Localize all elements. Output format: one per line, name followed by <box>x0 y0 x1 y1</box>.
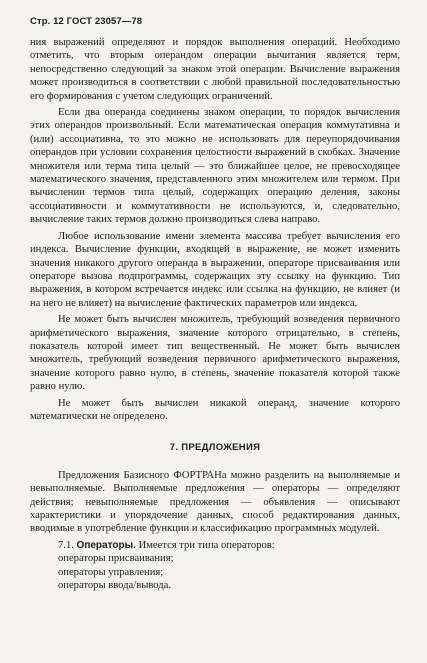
paragraph-undefined-operand: Не может быть вычислен никакой операнд, значение которого математически не определено. <box>30 397 400 422</box>
subsection-title: Операторы. <box>76 539 136 551</box>
section-title: 7. ПРЕДЛОЖЕНИЯ <box>169 442 261 454</box>
paragraph-continued: ния выражений определяют и порядок выполнения операций. Необходимо отметить, что вторым операндом операции вычитания является терм, непосредственно следующий за знаком этой операции. Вычисление выражения может производиться в соответствии с любой правильной последовательностью его формирования с учетом следующих ограничений. <box>30 37 400 102</box>
subsection-number: 7.1. <box>58 539 74 551</box>
paragraph-operand-order: Если два операнда соединены знаком операции, то порядок вычисления этих операндов произвольный. Если математическая операция коммутативна и (или) ассоциативна, то это можно не использовать для переупорядочивания операндов при условии сохранения целостности выражений в скобках. Значение множителя или терма типа целый — это ближайшее целое, не превосходящее математического значения, представленного этим множителем или термом. При вычислении термов типа целый, содержащих операцию деления, законы ассоциативности и коммутативности не используются, и, следовательно, вычисление таких термов должно производиться слева направо. <box>30 107 400 226</box>
paragraph-array-index: Любое использование имени элемента массива требует вычисления его индекса. Вычисление функции, входящей в выражение, не может изменить значения никакого другого операнда в выражении, операторе присваивания или операторе вызова подпрограммы, содержащих эту ссылку на функцию. Тип выражения, в котором встречается индекс или ссылка на функцию, не влияет (и на него не влияет) на вычисление фактических параметров или индекса. <box>30 230 400 309</box>
paragraph-exponent-negative: Не может быть вычислен множитель, требующий возведения первичного арифметического выражения, значение которого отрицательно, в степень, показатель которой имеет тип вещественный. Не может быть вычислен множитель, требующий возведения первичного арифметического выражения, значение которого равно нулю, в степень, значение показателя которой также равно нулю. <box>30 314 400 393</box>
list-item: операторы ввода/вывода. <box>58 580 171 592</box>
subsection-heading <box>30 539 400 552</box>
list-item: операторы управления; <box>58 566 164 578</box>
list-item: операторы присваивания; <box>58 553 174 565</box>
subsection-text: Имеется три типа операторов: <box>138 539 275 551</box>
section-intro: Предложения Базисного ФОРТРАНа можно разделить на выполняемые и невыполняемые. Выполняемые предложения — операторы — определяют действия; невыполняемые предложения — объявления — описывают характеристики и упорядочение данных, способ редактирования данных, вводимые в употребление функции и классификацию программных модулей. <box>30 469 400 535</box>
page-header: Стр. 12 ГОСТ 23057—78 <box>30 16 143 27</box>
page-content <box>30 36 400 592</box>
operator-types-list <box>30 552 400 592</box>
